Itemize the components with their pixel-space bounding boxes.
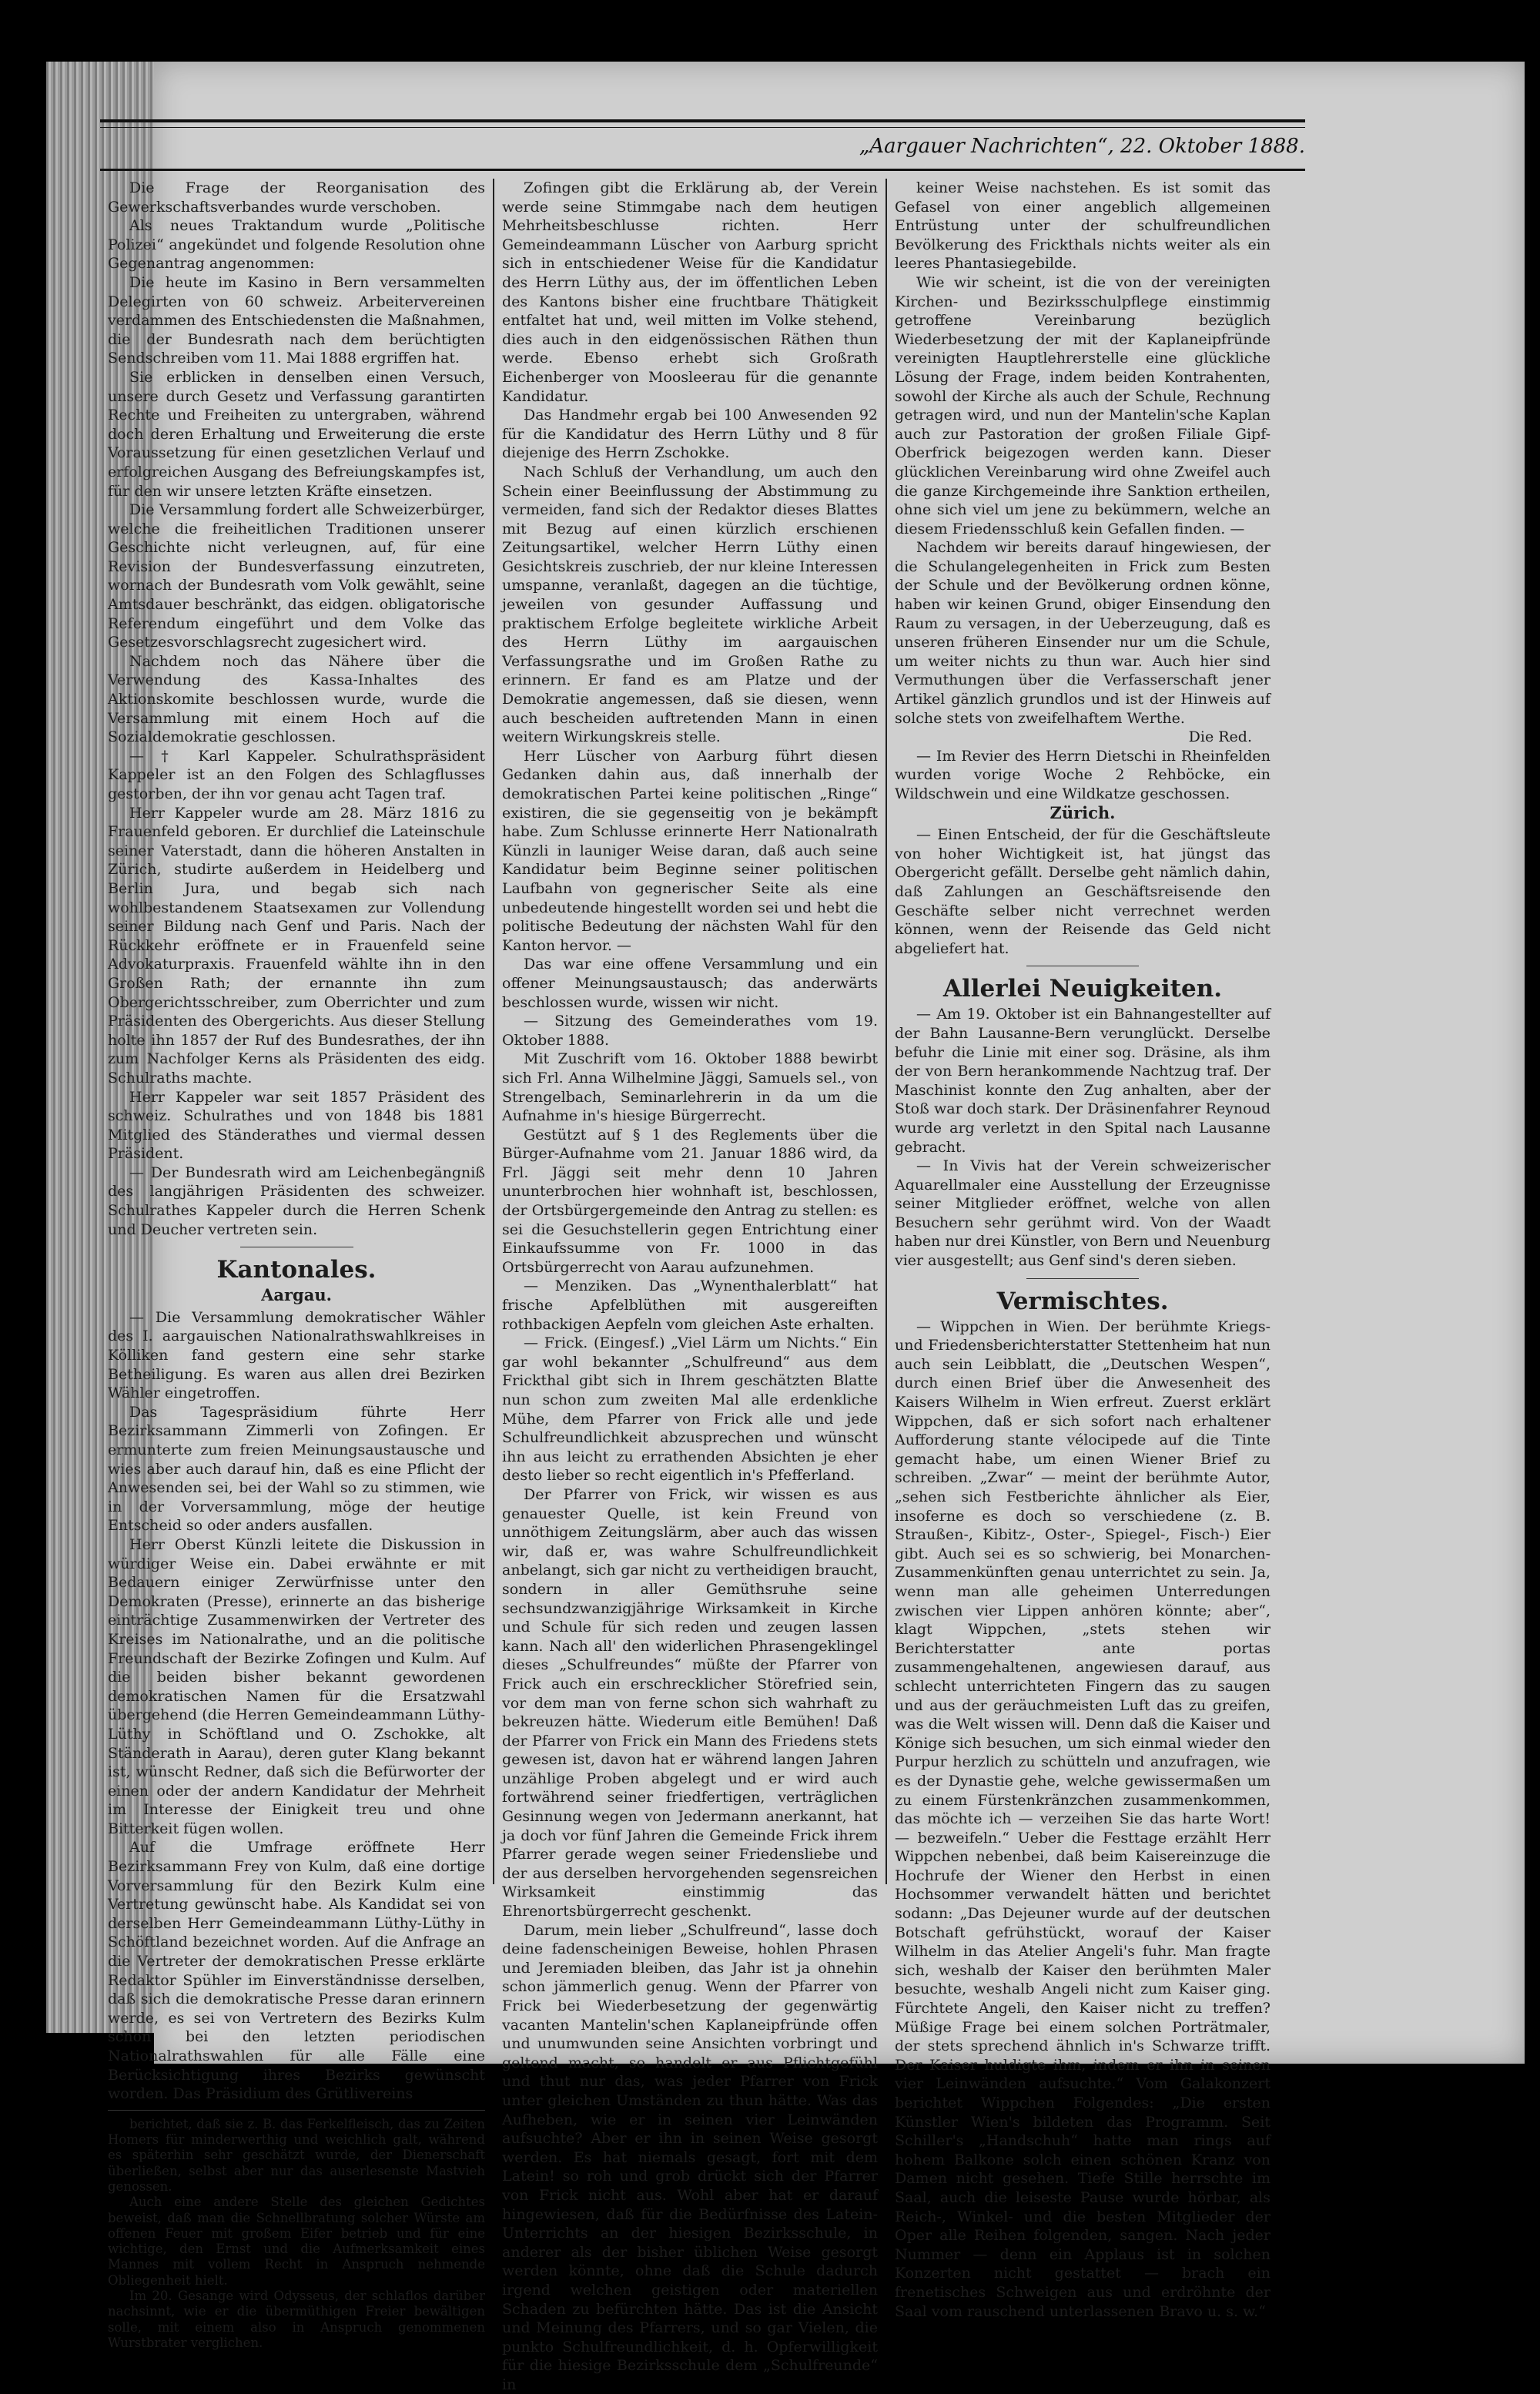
- paragraph: Herr Oberst Künzli leitete die Diskussion in würdiger Weise ein. Dabei erwähnte er mit Bedauern einiger Zerwürfnisse unter den Demokraten (Presse), erinnerte an das bisherige einträchtige Zusammenwirken der Vertreter des Kreises im Nationalrathe, und an die politische Freundschaft der Bezirke Zofingen und Kulm. Auf die beiden bisher bekannt gewordenen demokratischen Namen für die Ersatzwahl übergehend (die Herren Gemeindeammann Lüthy-Lüthy in Schöftland und O. Zschokke, alt Ständerath in Aarau), deren guter Klang bekannt ist, wünscht Redner, daß sich die Befürworter der einen oder der andern Kandidatur der Mehrheit im Interesse der Einigkeit treu und ohne Bitterkeit fügen wollen.: [108, 1535, 485, 1837]
- paragraph: — Sitzung des Gemeinderathes vom 19. Oktober 1888.: [502, 1013, 878, 1049]
- paragraph: — Im Revier des Herrn Dietschi in Rheinfelden wurden vorige Woche 2 Rehböcke, ein Wildschwein und eine Wildkatze geschossen.: [895, 747, 1270, 802]
- column-3: [886, 179, 1278, 2320]
- paragraph: Als neues Traktandum wurde „Politische Polizei“ angekündet und folgende Resolution ohne Gegenantrag angenommen:: [108, 217, 485, 273]
- subheading-aargau: Aargau.: [261, 1285, 332, 1305]
- paragraph: Herr Kappeler war seit 1857 Präsident des schweiz. Schulrathes und von 1848 bis 1881 Mitglied des Ständerathes und viermal dessen Präsident.: [108, 1088, 485, 1163]
- section-heading-vermischtes: Vermischtes.: [996, 1287, 1169, 1315]
- paragraph: Auf die Umfrage eröffnete Herr Bezirksammann Frey von Kulm, daß eine dortige Vorversammlung für den Bezirk Kulm eine Vertretung gewünscht habe. Als Kandidat sei von derselben Herr Gemeindeammann Lüthy-Lüthy in Schöftland bezeichnet worden. Auf die Anfrage an die Vertreter der demokratischen Presse erklärte Redaktor Spühler im Einverständnisse derselben, daß sich die demokratische Presse daran erinnern werde, es sei von Vertretern des Bezirks Kulm schon bei den letzten periodischen Nationalrathswahlen für alle Fälle eine Berücksichtigung ihres Bezirks gewünscht worden. Das Präsidium des Grütlivereins: [108, 1839, 485, 2103]
- paragraph: Der Pfarrer von Frick, wir wissen es aus genauester Quelle, ist kein Freund von unnöthigem Zeitungslärm, aber auch das wissen wir, daß er, was wahre Schulfreundlichkeit anbelangt, sich gar nicht zu vertheidigen braucht, sondern in aller Gemüthsruhe seine sechsundzwanzigjährige Wirksamkeit in Kirche und Schule für sich reden und zeugen lassen kann. Nach all' den widerlichen Phrasengeklingel dieses „Schulfreundes“ müßte der Pfarrer von Frick auch ein erschrecklicher Störefried sein, vor dem man von ferne schon sich wahrhaft zu bekreuzen hätte. Wiederum eitle Bemühen! Daß der Pfarrer von Frick ein Mann des Friedens stets gewesen ist, davon hat er während langen Jahren unzählige Proben abgelegt und er wird auch fortwährend seiner friedfertigen, verträglichen Gesinnung wegen von Jedermann anerkannt, hat ja doch vor fünf Jahren die Gemeinde Frick ihrem Pfarrer gerade wegen seiner Friedensliebe und der aus derselben hervorgehenden segensreichen Wirksamkeit einstimmig das Ehrenortsbürgerrecht geschenkt.: [502, 1485, 878, 1920]
- paragraph: Nachdem wir bereits darauf hingewiesen, der die Schulangelegenheiten in Frick zum Besten der Schule und der Bevölkerung ordnen könne, haben wir keinen Grund, obiger Einsendung den Raum zu versagen, in der Ueberzeugung, daß es unseren früheren Einsender nur um die Schule, um weiter nichts zu thun war. Auch hier sind Vermuthungen über die Verfasserschaft jener Artikel gänzlich grundlos und ist der Hinweis auf solche stets von zweifelhaftem Werthe.: [895, 539, 1270, 727]
- feuilleton-paragraph: Auch eine andere Stelle des gleichen Gedichtes beweist, daß man die Schnellbratung solcher Würste am offenen Feuer mit großem Eifer betrieb und für eine wichtige, den Ernst und die Aufmerksamkeit eines Mannes mit vollem Recht in Anspruch nehmende Obliegenheit hielt.: [108, 2195, 485, 2288]
- subheading-zuerich: Zürich.: [1050, 802, 1116, 822]
- feuilleton-divider: [108, 2110, 485, 2111]
- paragraph: Das Handmehr ergab bei 100 Anwesenden 92 für die Kandidatur des Herrn Lüthy und 8 für diejenige des Herrn Zschokke.: [502, 407, 878, 462]
- paragraph: Das war eine offene Versammlung und ein offener Meinungsaustausch; das anderwärts beschlossen wurde, wissen wir nicht.: [502, 956, 878, 1011]
- column-2: [493, 179, 886, 2393]
- paragraph: Nach Schluß der Verhandlung, um auch den Schein einer Beeinflussung der Abstimmung zu vermeiden, fand sich der Redaktor dieses Blattes mit Bezug auf einen kürzlich erschienen Zeitungsartikel, welcher Herrn Lüthy einen Gesichtskreis zuschrieb, der nur kleine Interessen umspanne, veranlaßt, dagegen an die tüchtige, jeweilen von gesunder Auffassung und praktischem Erfolge begleitete wirkliche Arbeit des Herrn Lüthy im aargauischen Verfassungsrathe und im Großen Rathe zu erinnern. Er fand es am Platze und der Demokratie angemessen, daß sie diesen, wenn auch bescheiden auftretenden Mann in einen weitern Wirkungskreis stelle.: [502, 463, 878, 746]
- paragraph: — † Karl Kappeler. Schulrathspräsident Kappeler ist an den Folgen des Schlagflusses gestorben, der ihn vor genau acht Tagen traf.: [108, 747, 485, 802]
- paragraph: — Frick. (Eingesf.) „Viel Lärm um Nichts.“ Ein gar wohl bekannter „Schulfreund“ aus dem Frickthal gibt sich in Ihrem geschätzten Blatte nun schon zum zweiten Mal alle erdenkliche Mühe, dem Pfarrer von Frick alle und jede Schulfreundlichkeit abzusprechen und wünscht ihn aus leicht zu errathenden Absichten je eher desto lieber so recht eigentlich in's Pfefferland.: [502, 1334, 878, 1485]
- paragraph: Herr Lüscher von Aarburg führt diesen Gedanken dahin aus, daß innerhalb der demokratischen Partei keine politischen „Ringe“ existiren, die sie gegenseitig von je bekämpft habe. Zum Schlusse erinnerte Herr Nationalrath Künzli in launiger Weise daran, daß auch seine Kandidatur beim Beginne seiner politischen Laufbahn von gegnerischer Seite als eine unbedeutende hingestellt worden sei und hebt die politische Bedeutung der nächsten Wahl für den Kanton hervor. —: [502, 747, 878, 954]
- page-header: [100, 119, 1305, 171]
- paragraph: — Die Versammlung demokratischer Wähler des I. aargauischen Nationalrathswahlkreises in Kölliken fand gestern eine sehr starke Betheiligung. Es waren aus allen drei Bezirken Wähler eingetroffen.: [108, 1308, 485, 1402]
- divider: [1026, 1278, 1139, 1279]
- section-heading-neuigkeiten: Allerlei Neuigkeiten.: [942, 975, 1223, 1003]
- paragraph: — Menziken. Das „Wynenthalerblatt“ hat frische Apfelblüthen mit ausgereiften rothbackigen Aepfeln vom gleichen Aste erhalten.: [502, 1277, 878, 1333]
- paragraph: Darum, mein lieber „Schulfreund“, lasse doch deine fadenscheinigen Beweise, hohlen Phrasen und Jeremiaden bleiben, das Jahr ist ja ohnehin schon jämmerlich genug. Wenn der Pfarrer von Frick bei Wiederbesetzung der gegenwärtig vacanten Mantelin'schen Kaplaneipfründe offen und unumwunden seine Ansichten vorbringt und geltend macht, so handelt er aus Pflichtgefühl und thut nur das, was jeder Pfarrer von Frick unter gleichen Umständen zu thun hätte. Was das Aufheben, wie er in seinen vier Leinwänden aufsuchte? Aber er ihn in seinen Weise gesorgt werden. Es hat niemals gesagt, fort mit dem Latein! so roh und grob drückt sich der Pfarrer von Frick nicht aus. Wohl aber hat er darauf hingewiesen, daß für die Bedürfnisse des Latein-Unterrichts an der hiesigen Bezirksschule, in anderer als der bisher üblichen Weise gesorgt werden könnte, ohne daß die Schule dadurch irgend welchen geistigen oder materiellen Schaden zu befürchten hätte. Das ist die Ansicht und Meinung des Pfarrers, und so gar Vielen, die punkto Schulfreundlichkeit, d. h. Opferwilligkeit für die hiesige Bezirksschule dem „Schulfreunde“ in: [502, 1921, 878, 2393]
- paragraph: Die Versammlung fordert alle Schweizerbürger, welche die freiheitlichen Traditionen unserer Geschichte nicht verleugnen, auf, für eine Revision der Bundesverfassung einzutreten, wornach der Bundesrath vom Volk gewählt, seine Amtsdauer beschränkt, das eidgen. obligatorische Referendum eingeführt und dem Volke das Gesetzesvorschlagsrecht zugesichert wird.: [108, 501, 485, 651]
- paragraph: Herr Kappeler wurde am 28. März 1816 zu Frauenfeld geboren. Er durchlief die Lateinschule seiner Vaterstadt, dann die höheren Anstalten in Zürich, studirte außerdem in Heidelberg und Berlin Jura, und begab sich nach wohlbestandenem Staatsexamen zur Vollendung seiner Bildung nach Genf und Paris. Nach der Rückkehr eröffnete er in Frauenfeld seine Advokaturpraxis. Frauenfeld wählte ihn in den Großen Rath; der ernannte ihn zum Obergerichtsschreiber, zum Oberrichter und zum Präsidenten des Obergerichts. Aus dieser Stellung holte ihn 1857 der Ruf des Bundesrathes, der ihn zum Nachfolger Kerns als Präsidenten des eidg. Schulraths machte.: [108, 804, 485, 1087]
- article-columns: [100, 179, 1305, 2393]
- section-heading-kantonales: Kantonales.: [216, 1256, 377, 1284]
- paragraph: Sie erblicken in denselben einen Versuch, unsere durch Gesetz und Verfassung garantirten Rechte und Freiheiten zu untergraben, während doch deren Erhaltung und Erweiterung die erste Voraussetzung für einen gesetzlichen Verlauf und erfolgreichen Ausgang des Befreiungskampfes ist, für den wir unsere letzten Kräfte einsetzen.: [108, 368, 485, 500]
- paragraph: — Wippchen in Wien. Der berühmte Kriegs- und Friedensberichterstatter Stettenheim hat nun auch sein Leibblatt, die „Deutschen Wespen“, durch einen Brief über die Anwesenheit des Kaisers Wilhelm in Wien erfreut. Zuerst erklärt Wippchen, daß er sich sofort nach erhaltener Aufforderung stante vélocipede auf die Tinte gemacht habe, um einen Wiener Brief zu schreiben. „Zwar“ — meint der berühmte Autor, „sehen sich Festberichte ähnlicher als Eier, insoferne es doch so verschiedene (z. B. Straußen-, Kibitz-, Oster-, Spiegel-, Fisch-) Eier gibt. Auch sei es so schwierig, bei Monarchen-Zusammenkünften genau unterrichtet zu sein. Ja, wenn man alle geheimen Unterredungen zwischen vier Lippen anhören könnte; aber“, klagt Wippchen, „stets stehen wir Berichterstatter ante portas zusammengehaltenen, angewiesen darauf, aus schlecht unterrichteten Fingern das zu saugen und aus der geräuchmeisten Luft das zu greifen, was die Welt wissen will. Denn daß die Kaiser und Könige sich besuchen, um sich einmal wieder den Purpur herzlich zu schütteln und anzufragen, wie es der Dynastie gehe, welche gewissermaßen um zu einem Fürstenkränzchen zusammenkommen, das möchte ich — verzeihen Sie das harte Wort! — bezweifeln.“ Ueber die Festtage erzählt Herr Wippchen nebenbei, daß beim Kaisereinzuge die Hochrufe der Wiener den Herbst in einen Hochsommer verwandelt hätten und berichtet sodann: „Das Dejeuner wurde auf der deutschen Botschaft gefrühstückt, worauf der Kaiser Wilhelm in das Atelier Angeli's fuhr. Man fragte sich, weshalb der Kaiser den berühmten Maler besuchte, weshalb Angeli nicht zum Kaiser ging. Fürchtete Angeli, den Kaiser nicht zu treffen? Müßige Frage bei einem solchen Porträtmaler, der stets sprechend ähnlich in's Schwarze trifft. Der Kaiser huldigte ihm, indem er ihn in seinen vier Leinwänden aufsuchte.“ Vom Galakonzert berichtet Wippchen Folgendes: „Die ersten Künstler Wien's bildeten das Programm. Seit Schiller's „Handschuh“ hatte man rings auf hohem Balkone solch einen schönen Kranz von Damen nicht gesehen. Tiefe Stille herrschte im Saal, auch die leiseste Pause wurde hörbar, als Reich-, Winkel- und die besten Mitglieder der Oper alle Reihen folgenden, sangen. Nach jeder Nummer — denn ein Applaus ist in solchen Konzerten nicht gestattet — brach ein frenetisches Schweigen aus und erdröhnte der Saal vom rauschend unterlassenen Bravo u. s. w.“: [895, 1318, 1270, 2320]
- paragraph: — Einen Entscheid, der für die Geschäftsleute von hoher Wichtigkeit ist, hat jüngst das Obergericht gefällt. Derselbe geht nämlich dahin, daß Zahlungen an Geschäftsreisende den Geschäfte selber nicht verrechnet werden können, wenn der Reisende das Geld nicht abgeliefert hat.: [895, 826, 1270, 957]
- column-1: [100, 179, 493, 2350]
- paragraph: Gestützt auf § 1 des Reglements über die Bürger-Aufnahme vom 21. Januar 1886 wird, da Frl. Jäggi seit mehr denn 10 Jahren ununterbrochen hier wohnhaft ist, beschlossen, der Ortsbürgergemeinde den Antrag zu stellen: es sei die Gesuchstellerin gegen Entrichtung einer Einkaufssumme von Fr. 1000 in das Ortsbürgerrecht von Aarau aufzunehmen.: [502, 1126, 878, 1276]
- header-rule: [100, 127, 1305, 128]
- paragraph: Zofingen gibt die Erklärung ab, der Verein werde seine Stimmgabe nach dem heutigen Mehrheitsbeschlusse richten. Herr Gemeindeammann Lüscher von Aarburg spricht sich in entschiedener Weise für die Kandidatur des Herrn Lüthy aus, der im öffentlichen Leben des Kantons bisher eine fruchtbare Thätigkeit entfaltet hat und, weil mitten im Volke stehend, dies auch in den eidgenössischen Räthen thun werde. Ebenso erhebt sich Großrath Eichenberger von Moosleerau für die genannte Kandidatur.: [502, 179, 878, 405]
- paragraph: — Am 19. Oktober ist ein Bahnangestellter auf der Bahn Lausanne-Bern verunglückt. Derselbe befuhr die Linie mit einer sog. Dräsine, als ihm der von Bern herankommende Nachtzug traf. Der Maschinist konnte den Zug anhalten, aber der Stoß war doch stark. Der Dräsinenfahrer Reynoud wurde arg verletzt in den Spital nach Lausanne gebracht.: [895, 1006, 1270, 1156]
- paragraph: Das Tagespräsidium führte Herr Bezirksammann Zimmerli von Zofingen. Er ermunterte zum freien Meinungsaustausche und wies aber auch darauf hin, daß es eine Pflicht der Anwesenden sei, bei der Wahl so zu stimmen, wie in der Vorversammlung, möge der heutige Entscheid so oder anders ausfallen.: [108, 1403, 485, 1535]
- paragraph: Mit Zuschrift vom 16. Oktober 1888 bewirbt sich Frl. Anna Wilhelmine Jäggi, Samuels sel., von Strengelbach, Seminarlehrerin in da um die Aufnahme in's hiesige Bürgerrecht.: [502, 1050, 878, 1125]
- feuilleton-paragraph: berichtet, daß sie z. B. das Ferkelfleisch, das zu Zeiten Homers für minderwerthig und weichlich galt, während es späterhin sehr geschätzt wurde, der Dienerschaft überließen, selbst aber nur das auserlesenste Mastvieh genossen.: [108, 2116, 485, 2194]
- page-title: „Aargauer Nachrichten“, 22. Oktober 1888.: [859, 135, 1305, 158]
- paragraph: Die Frage der Reorganisation des Gewerkschaftsverbandes wurde verschoben.: [108, 179, 485, 216]
- paragraph: — In Vivis hat der Verein schweizerischer Aquarellmaler eine Ausstellung der Erzeugnisse seiner Mitglieder eröffnet, welche von allen Besuchern sehr gerühmt wird. Von der Waadt haben nur drei Künstler, von Bern und Neuenburg vier ausgestellt; aus Genf sind's deren sieben.: [895, 1157, 1270, 1270]
- paragraph: — Der Bundesrath wird am Leichenbegängniß des langjährigen Präsidenten des schweizer. Schulrathes Kappeler durch die Herren Schenk und Deucher vertreten sein.: [108, 1164, 485, 1238]
- paragraph: keiner Weise nachstehen. Es ist somit das Gefasel von einer angeblich allgemeinen Entrüstung unter der schulfreundlichen Bevölkerung des Frickthals nichts weiter als ein leeres Phantasiegebilde.: [895, 179, 1270, 273]
- editor-signature: Die Red.: [1188, 728, 1252, 746]
- paragraph: Die heute im Kasino in Bern versammelten Delegirten von 60 schweiz. Arbeitervereinen verdammen des Entschiedensten die Maßnahmen, die der Bundesrath nach dem berüchtigten Sendschreiben vom 11. Mai 1888 ergriffen hat.: [108, 273, 485, 367]
- paragraph: Wie wir scheint, ist die von der vereinigten Kirchen- und Bezirksschulpflege einstimmig getroffene Vereinbarung bezüglich Wiederbesetzung der mit der Kaplaneipfründe vereinigten Hauptlehrerstelle eine glückliche Lösung der Frage, indem beiden Kontrahenten, sowohl der Kirche als auch der Schule, Rechnung getragen wird, und nun der Mantelin'sche Kaplan auch zur Pastoration der großen Filiale Gipf-Oberfrick beigezogen werden kann. Dieser glücklichen Vereinbarung wird ohne Zweifel auch die ganze Kirchgemeinde ihre Sanktion ertheilen, ohne sich viel um jene zu bekümmern, welche an diesem Friedensschluß kein Gefallen finden. —: [895, 273, 1270, 537]
- feuilleton-paragraph: Im 20. Gesange wird Odysseus, der schlaflos darüber nachsinnt, wie er die übermüthigen Freier bewältigen solle, mit einem also in Anspruch genommenen Wurstbrater verglichen.: [108, 2289, 485, 2350]
- paragraph: Nachdem noch das Nähere über die Verwendung des Kassa-Inhaltes des Aktionskomite beschlossen wurde, wurde die Versammlung mit einem Hoch auf die Sozialdemokratie geschlossen.: [108, 652, 485, 746]
